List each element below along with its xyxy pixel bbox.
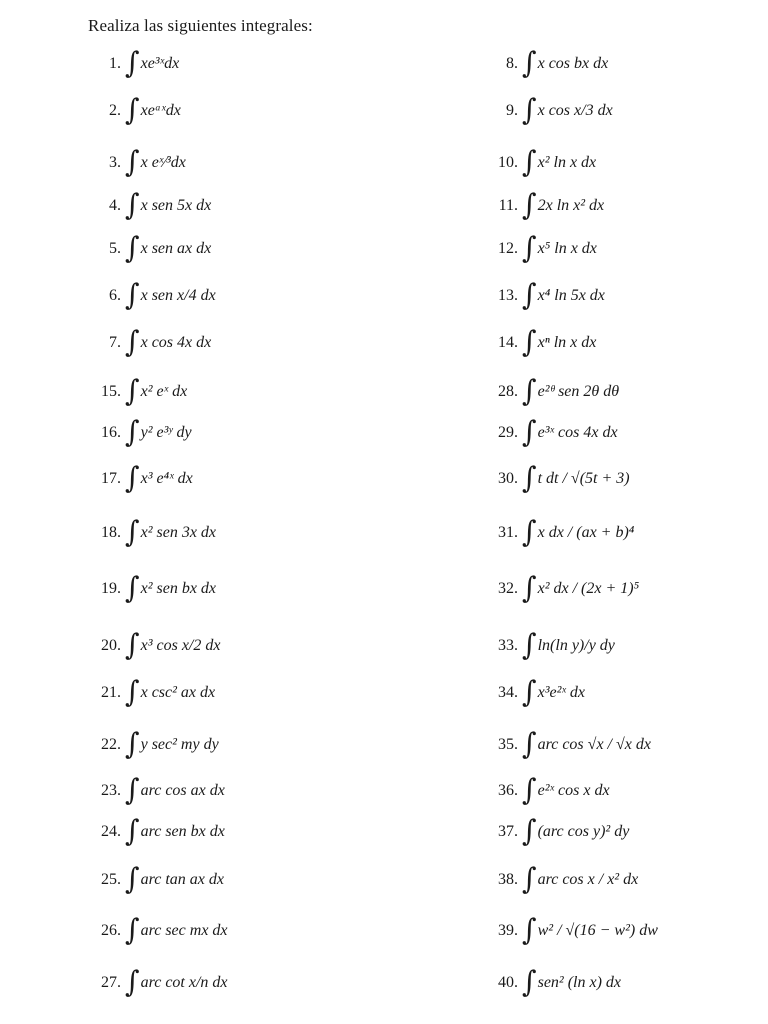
- integral-sign: ∫: [125, 92, 140, 127]
- problem-number: 27.: [101, 974, 121, 991]
- integrand: sen² (ln x) dx: [537, 974, 622, 991]
- integral-sign: ∫: [125, 570, 140, 605]
- problem-item: [486, 514, 635, 549]
- problem-number: 8.: [506, 55, 518, 72]
- problem-item: [486, 230, 597, 265]
- problem-number: 32.: [498, 580, 518, 597]
- integral-sign: ∫: [522, 861, 537, 896]
- integrand: (arc cos y)² dy: [537, 823, 630, 840]
- problem-item: [486, 726, 651, 761]
- integrand: xⁿ ln x dx: [537, 334, 597, 351]
- integrand: t dt / √(5t + 3): [537, 470, 630, 487]
- problem-number: 35.: [498, 736, 518, 753]
- problem-item: [86, 324, 212, 359]
- integral: [125, 460, 193, 495]
- integral-sign: ∫: [522, 230, 537, 265]
- integrand: e³ˣ cos 4x dx: [537, 424, 618, 441]
- problem-item: [86, 144, 186, 179]
- problem-number: 38.: [498, 871, 518, 888]
- problem-number: 24.: [101, 823, 121, 840]
- integral-sign: ∫: [522, 674, 537, 709]
- integrand: x⁵ ln x dx: [537, 240, 597, 257]
- worksheet-title: Realiza las siguientes integrales:: [88, 16, 313, 35]
- integrand: arc cos √x / √x dx: [537, 736, 651, 753]
- integral-sign: ∫: [125, 277, 140, 312]
- problem-number: 29.: [498, 424, 518, 441]
- integral-sign: ∫: [125, 230, 140, 265]
- problem-number: 15.: [101, 383, 121, 400]
- integral-sign: ∫: [522, 627, 537, 662]
- integral: [125, 570, 217, 605]
- problem-item: [486, 324, 597, 359]
- integral-sign: ∫: [522, 514, 537, 549]
- problem-item: [486, 45, 609, 80]
- integral-sign: ∫: [522, 144, 537, 179]
- integrand: xeᵃˣdx: [140, 102, 181, 119]
- problem-item: [86, 964, 228, 999]
- integral-sign: ∫: [125, 514, 140, 549]
- problem-item: [486, 627, 615, 662]
- problem-number: 22.: [101, 736, 121, 753]
- integrand: arc sen bx dx: [140, 823, 225, 840]
- integrand: x dx / (ax + b)⁴: [537, 524, 635, 541]
- integral: [125, 144, 186, 179]
- integrand: x² ln x dx: [537, 154, 597, 171]
- integrand: e²ˣ cos x dx: [537, 782, 610, 799]
- integral-sign: ∫: [522, 373, 537, 408]
- problem-number: 39.: [498, 922, 518, 939]
- problem-number: 18.: [101, 524, 121, 541]
- integrand: x sen 5x dx: [140, 197, 212, 214]
- integral-sign: ∫: [522, 324, 537, 359]
- problem-item: [86, 772, 225, 807]
- integrand: y² e³ʸ dy: [140, 424, 192, 441]
- problem-number: 17.: [101, 470, 121, 487]
- integrand: e²ᶿ sen 2θ dθ: [537, 383, 620, 400]
- problem-item: [86, 414, 192, 449]
- problem-number: 40.: [498, 974, 518, 991]
- problem-number: 4.: [109, 197, 121, 214]
- problem-item: [486, 570, 640, 605]
- integrand: arc cos x / x² dx: [537, 871, 639, 888]
- problem-item: [486, 187, 605, 222]
- integral-sign: ∫: [522, 772, 537, 807]
- integrand: y sec² my dy: [140, 736, 219, 753]
- integral: [125, 277, 216, 312]
- problem-item: [86, 570, 217, 605]
- problem-number: 10.: [498, 154, 518, 171]
- integral: [522, 726, 651, 761]
- problem-number: 20.: [101, 637, 121, 654]
- problem-number: 2.: [109, 102, 121, 119]
- integral: [522, 570, 640, 605]
- problem-number: 13.: [498, 287, 518, 304]
- problem-item: [86, 674, 216, 709]
- problem-number: 19.: [101, 580, 121, 597]
- problem-number: 11.: [498, 197, 518, 214]
- integral: [125, 514, 217, 549]
- problem-number: 12.: [498, 240, 518, 257]
- problem-number: 25.: [101, 871, 121, 888]
- integral-sign: ∫: [125, 373, 140, 408]
- problem-item: [486, 674, 586, 709]
- problem-number: 9.: [506, 102, 518, 119]
- problem-number: 30.: [498, 470, 518, 487]
- integrand: w² / √(16 − w²) dw: [537, 922, 658, 939]
- integral-sign: ∫: [522, 460, 537, 495]
- problem-item: [486, 460, 630, 495]
- integral: [125, 674, 216, 709]
- problem-number: 37.: [498, 823, 518, 840]
- integral: [125, 187, 212, 222]
- problem-item: [486, 964, 622, 999]
- problem-item: [86, 45, 180, 80]
- integrand: x sen x/4 dx: [140, 287, 216, 304]
- problem-number: 28.: [498, 383, 518, 400]
- integral-sign: ∫: [522, 414, 537, 449]
- integral: [125, 627, 221, 662]
- integrand: x eˣ⁄³dx: [140, 154, 186, 171]
- problem-number: 5.: [109, 240, 121, 257]
- problem-item: [86, 92, 181, 127]
- integrand: arc tan ax dx: [140, 871, 224, 888]
- integral: [522, 460, 630, 495]
- integral-sign: ∫: [125, 414, 140, 449]
- integral: [125, 45, 180, 80]
- integral-sign: ∫: [125, 674, 140, 709]
- integral: [522, 772, 610, 807]
- integral: [522, 373, 620, 408]
- problem-item: [486, 912, 658, 947]
- problem-number: 33.: [498, 637, 518, 654]
- integral-sign: ∫: [522, 570, 537, 605]
- problem-number: 7.: [109, 334, 121, 351]
- integral: [125, 414, 192, 449]
- integral: [522, 144, 597, 179]
- problem-number: 14.: [498, 334, 518, 351]
- problem-item: [486, 772, 610, 807]
- integral: [522, 187, 605, 222]
- problem-item: [86, 373, 188, 408]
- integral-sign: ∫: [522, 912, 537, 947]
- integral-sign: ∫: [125, 144, 140, 179]
- problem-number: 21.: [101, 684, 121, 701]
- integrand: xe³ˣdx: [140, 55, 180, 72]
- integral: [125, 813, 225, 848]
- integral-sign: ∫: [522, 813, 537, 848]
- integral: [522, 674, 586, 709]
- integral-sign: ∫: [125, 964, 140, 999]
- problem-number: 16.: [101, 424, 121, 441]
- integral: [522, 414, 618, 449]
- integral-sign: ∫: [125, 187, 140, 222]
- integral: [125, 772, 225, 807]
- problem-item: [86, 187, 212, 222]
- integrand: x⁴ ln 5x dx: [537, 287, 605, 304]
- problem-number: 6.: [109, 287, 121, 304]
- integrand: arc sec mx dx: [140, 922, 228, 939]
- integral-sign: ∫: [522, 187, 537, 222]
- integrand: x cos x/3 dx: [537, 102, 613, 119]
- problem-item: [86, 460, 193, 495]
- problem-item: [86, 627, 221, 662]
- problem-number: 26.: [101, 922, 121, 939]
- integral: [125, 964, 228, 999]
- integrand: x sen ax dx: [140, 240, 212, 257]
- integrand: 2x ln x² dx: [537, 197, 605, 214]
- integral: [125, 324, 212, 359]
- integral-sign: ∫: [522, 726, 537, 761]
- integral-sign: ∫: [125, 45, 140, 80]
- integrand: x² dx / (2x + 1)⁵: [537, 580, 640, 597]
- problem-number: 31.: [498, 524, 518, 541]
- problem-item: [486, 92, 613, 127]
- integral-sign: ∫: [125, 726, 140, 761]
- problem-item: [486, 813, 630, 848]
- problem-item: [86, 726, 219, 761]
- integral-sign: ∫: [522, 45, 537, 80]
- integral: [125, 912, 228, 947]
- integral: [522, 627, 615, 662]
- problem-item: [86, 230, 212, 265]
- problem-number: 34.: [498, 684, 518, 701]
- problem-number: 1.: [109, 55, 121, 72]
- integral: [522, 514, 635, 549]
- integrand: x cos bx dx: [537, 55, 609, 72]
- integral: [522, 45, 609, 80]
- integrand: arc cot x/n dx: [140, 974, 228, 991]
- integrand: arc cos ax dx: [140, 782, 225, 799]
- integral-sign: ∫: [125, 324, 140, 359]
- integral-sign: ∫: [522, 277, 537, 312]
- problem-item: [86, 813, 225, 848]
- integral-sign: ∫: [125, 627, 140, 662]
- problem-item: [486, 277, 605, 312]
- integral-sign: ∫: [125, 861, 140, 896]
- integrand: x³e²ˣ dx: [537, 684, 586, 701]
- integral: [522, 277, 605, 312]
- integrand: x csc² ax dx: [140, 684, 216, 701]
- integral: [125, 726, 219, 761]
- integrand: x cos 4x dx: [140, 334, 212, 351]
- integral-sign: ∫: [522, 964, 537, 999]
- integral: [522, 861, 639, 896]
- problem-item: [86, 912, 228, 947]
- problem-number: 23.: [101, 782, 121, 799]
- problem-item: [86, 277, 216, 312]
- integral-sign: ∫: [125, 772, 140, 807]
- problem-item: [86, 861, 224, 896]
- problem-item: [486, 373, 620, 408]
- problem-item: [486, 144, 597, 179]
- integral: [125, 373, 188, 408]
- integral: [522, 230, 597, 265]
- integral: [125, 92, 181, 127]
- integrand: x² sen bx dx: [140, 580, 217, 597]
- problem-item: [486, 414, 618, 449]
- integral: [522, 324, 597, 359]
- problem-item: [86, 514, 217, 549]
- integral-sign: ∫: [125, 460, 140, 495]
- integral-sign: ∫: [125, 813, 140, 848]
- problem-number: 3.: [109, 154, 121, 171]
- integral: [125, 861, 224, 896]
- integral-sign: ∫: [125, 912, 140, 947]
- integral: [522, 912, 658, 947]
- integral: [125, 230, 212, 265]
- integral: [522, 92, 613, 127]
- integrand: x³ e⁴ˣ dx: [140, 470, 193, 487]
- integrand: x² sen 3x dx: [140, 524, 217, 541]
- integrand: x² eˣ dx: [140, 383, 188, 400]
- problem-number: 36.: [498, 782, 518, 799]
- integral: [522, 813, 630, 848]
- integrand: x³ cos x/2 dx: [140, 637, 221, 654]
- integral-sign: ∫: [522, 92, 537, 127]
- integrand: ln(ln y)/y dy: [537, 637, 615, 654]
- integral: [522, 964, 622, 999]
- problem-item: [486, 861, 639, 896]
